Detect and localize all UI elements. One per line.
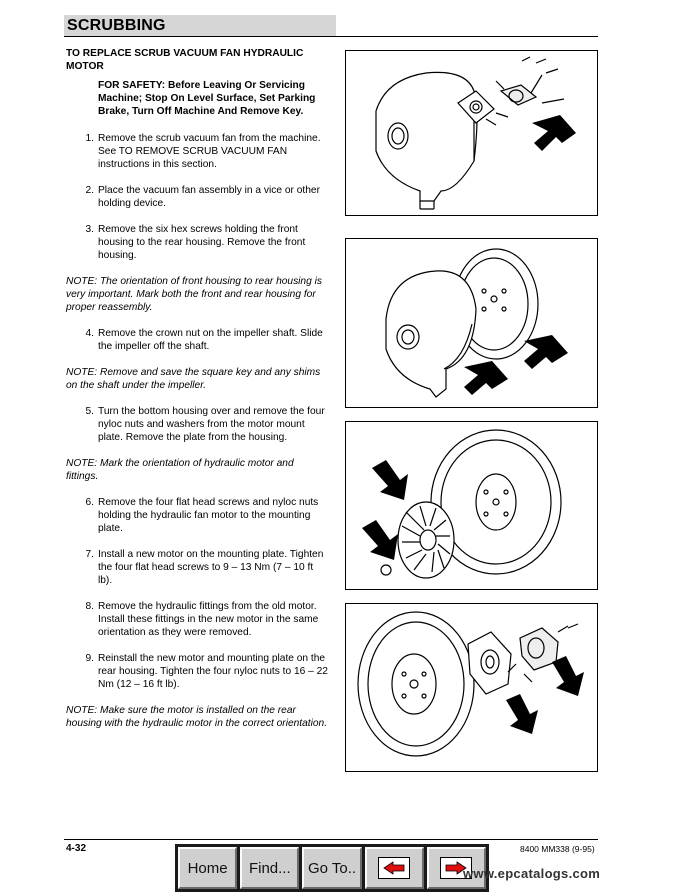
safety-warning: FOR SAFETY: Before Leaving Or Servicing Machine; Stop On Level Surface, Set Parking Brake, Turn Off Machine And Remove Key. xyxy=(98,80,316,117)
pointer-arrow xyxy=(362,520,398,560)
page-title: SCRUBBING xyxy=(67,17,166,34)
figure-motor-plate xyxy=(345,603,598,772)
figure-housings xyxy=(345,238,598,408)
previous-page-button[interactable] xyxy=(365,847,424,889)
pointer-arrow xyxy=(372,460,408,500)
navigation-bar xyxy=(175,844,489,892)
step-item: 4. Remove the crown nut on the impeller shaft. Slide the impeller off the shaft. xyxy=(66,327,328,353)
watermark-text: www.epcatalogs.com xyxy=(463,866,601,881)
figure-impeller xyxy=(345,421,598,590)
step-item: 9. Reinstall the new motor and mounting plate on the rear housing. Tighten the four nyloc nuts to 16 – 22 Nm (12 – 16 ft lb). xyxy=(85,653,328,690)
step-text: Remove the crown nut on the impeller shaft. Slide the impeller off the shaft. xyxy=(98,328,323,352)
section-heading: TO REPLACE SCRUB VACUUM FAN HYDRAULIC MOTOR xyxy=(66,48,304,72)
pointer-arrow xyxy=(506,694,538,734)
step-item: 2. Place the vacuum fan assembly in a vice or other holding device. xyxy=(66,184,328,210)
step-text: Install a new motor on the mounting plate. Tighten the four flat head screws to 9 – 13 Nm (7 – 10 ft lb). xyxy=(98,549,324,586)
find-button[interactable]: Find... xyxy=(240,847,299,889)
page-number: 4-32 xyxy=(66,843,87,854)
step-text: Remove the six hex screws holding the front housing to the rear housing. Remove the front housing. xyxy=(98,224,306,261)
figure-fan-motor xyxy=(345,50,598,216)
goto-button[interactable]: Go To.. xyxy=(302,847,361,889)
motor-plate-illustration xyxy=(346,604,597,771)
housings-illustration xyxy=(346,239,597,407)
footer-rule xyxy=(64,839,598,840)
instructions-column xyxy=(66,47,328,743)
step-text: Remove the four flat head screws and nyloc nuts holding the hydraulic fan motor to the mounting plate. xyxy=(98,497,319,534)
arrow-left-icon xyxy=(378,857,410,879)
fan-motor-illustration xyxy=(346,51,597,215)
home-button[interactable]: Home xyxy=(178,847,237,889)
pointer-arrow xyxy=(524,335,568,369)
note-text: NOTE: The orientation of front housing to rear housing is very important. Mark both the front and rear housing for proper reassembly. xyxy=(66,276,322,313)
note-text: NOTE: Make sure the motor is installed on the rear housing with the hydraulic motor in the correct orientation. xyxy=(66,705,328,729)
step-item: 8. Remove the hydraulic fittings from the old motor. Install these fittings in the new motor in the same orientation as they were removed. xyxy=(66,600,328,639)
header-rule xyxy=(64,36,598,37)
note-text: NOTE: Remove and save the square key and any shims on the shaft under the impeller. xyxy=(66,367,321,391)
step-text: Remove the scrub vacuum fan from the machine. See TO REMOVE SCRUB VACUUM FAN instructions in this section. xyxy=(98,133,321,170)
step-text: Turn the bottom housing over and remove the four nyloc nuts and washers from the motor mount plate. Remove the plate from the housing. xyxy=(98,406,325,443)
step-item: 7. Install a new motor on the mounting plate. Tighten the four flat head screws to 9 – 13 Nm (7 – 10 ft lb). xyxy=(66,548,328,587)
note-text: NOTE: Mark the orientation of hydraulic motor and fittings. xyxy=(66,458,294,482)
step-text: Reinstall the new motor and mounting plate on the rear housing. Tighten the four nyloc nuts to 16 – 22 Nm (12 – 16 ft lb). xyxy=(98,653,328,690)
step-item: 5. Turn the bottom housing over and remove the four nyloc nuts and washers from the motor mount plate. Remove the plate from the housing. xyxy=(66,405,328,444)
step-text: Place the vacuum fan assembly in a vice or other holding device. xyxy=(98,185,320,209)
pointer-arrow xyxy=(532,115,576,151)
step-item: 3. Remove the six hex screws holding the front housing to the rear housing. Remove the front housing. xyxy=(66,223,328,262)
document-code: 8400 MM338 (9-95) xyxy=(520,844,595,854)
step-item: 6. Remove the four flat head screws and nyloc nuts holding the hydraulic fan motor to the mounting plate. xyxy=(66,496,328,535)
pointer-arrow xyxy=(464,361,508,395)
step-text: Remove the hydraulic fittings from the old motor. Install these fittings in the new motor in the same orientation as they were removed. xyxy=(98,601,319,638)
impeller-illustration xyxy=(346,422,597,589)
step-item: 1. Remove the scrub vacuum fan from the machine. See TO REMOVE SCRUB VACUUM FAN instructions in this section. xyxy=(66,132,328,171)
pointer-arrow xyxy=(552,656,584,696)
